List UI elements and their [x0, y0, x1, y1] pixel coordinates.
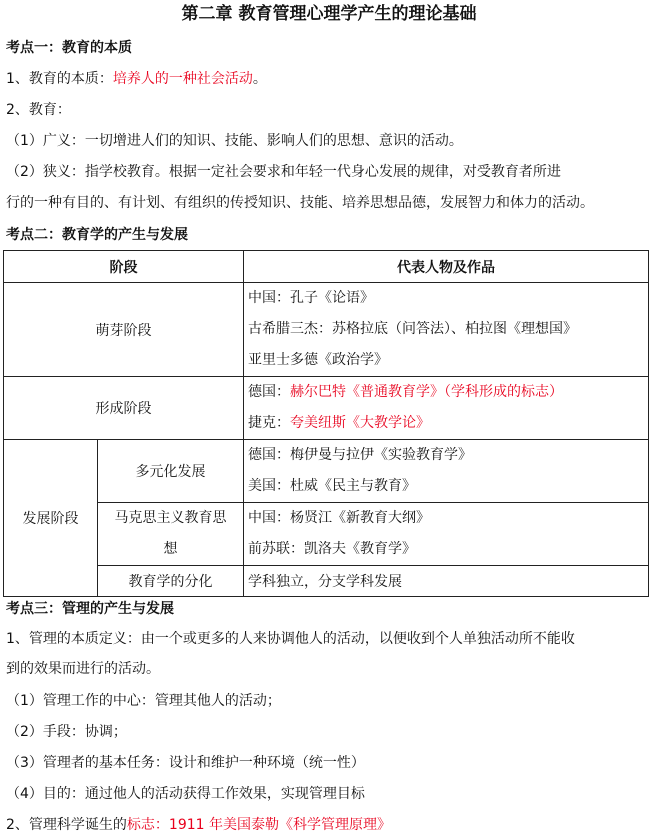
essence-prefix: 1、教育的本质： — [6, 71, 113, 87]
diverse-line-1: 德国：梅伊曼与拉伊《实验教育学》 — [248, 447, 472, 463]
differentiation-people: 学科独立，分支学科发展 — [244, 566, 649, 597]
management-item-3: （3）管理者的基本任务：设计和维护一种环境（统一性） — [6, 755, 365, 771]
education-line: 2、教育： — [6, 102, 71, 118]
stage-development: 发展阶段 — [4, 440, 98, 597]
essence-line — [6, 68, 654, 90]
narrow-definition-1: （2）狭义：指学校教育。根据一定社会要求和年轻一代身心发展的规律，对受教育者所进 — [6, 164, 561, 180]
formation-line-2-highlight: 夸美纽斯《大教学论》 — [290, 415, 430, 431]
table-row-diverse — [4, 440, 649, 503]
management-definition-2: 到的效果而进行的活动。 — [6, 661, 160, 677]
substage-marxist — [98, 503, 244, 566]
sprout-line-1: 中国：孔子《论语》 — [248, 290, 374, 306]
management-item-1: （1）管理工作的中心：管理其他人的活动； — [6, 693, 281, 709]
management-definition-1: 1、管理的本质定义：由一个或更多的人来协调他人的活动，以便收到个人单独活动所不能收 — [6, 631, 575, 647]
essence-suffix: 。 — [252, 71, 267, 87]
management-item-4: （4）目的：通过他人的活动获得工作效果，实现管理目标 — [6, 786, 365, 802]
chapter-title: 第二章 教育管理心理学产生的理论基础 — [181, 4, 477, 24]
substage-diverse: 多元化发展 — [98, 440, 244, 503]
education-history-table — [3, 250, 649, 597]
formation-line-1-prefix: 德国： — [248, 384, 290, 400]
header-people: 代表人物及作品 — [244, 251, 649, 283]
formation-line-1-highlight: 赫尔巴特《普通教育学》（学科形成的标志） — [290, 384, 563, 400]
management-science-line — [6, 814, 654, 836]
substage-differentiation: 教育学的分化 — [98, 566, 244, 597]
narrow-definition-2: 行的一种有目的、有计划、有组织的传授知识、技能、培养思想品德，发展智力和体力的活动。 — [6, 195, 594, 211]
table-header-row — [4, 251, 649, 283]
table-row-sprout — [4, 283, 649, 377]
broad-definition: （1）广义：一切增进人们的知识、技能、影响人们的思想、意识的活动。 — [6, 133, 463, 149]
formation-line-2 — [248, 408, 644, 439]
stage-formation: 形成阶段 — [4, 377, 244, 440]
sprout-line-2: 古希腊三杰：苏格拉底（问答法）、柏拉图《理想国》 — [248, 321, 577, 337]
marxist-line-2: 前苏联：凯洛夫《教育学》 — [248, 541, 416, 557]
formation-people — [244, 377, 649, 440]
management-science-highlight: 标志：1911 年美国泰勒《科学管理原理》 — [126, 817, 391, 833]
sprout-line-3: 亚里士多德《政治学》 — [248, 352, 388, 368]
substage-marxist-2: 想 — [163, 541, 178, 557]
sprout-people — [244, 283, 649, 377]
marxist-people — [244, 503, 649, 566]
section2-heading: 考点二：教育学的产生与发展 — [6, 227, 188, 243]
management-item-2: （2）手段：协调； — [6, 724, 127, 740]
diverse-line-2: 美国：杜威《民主与教育》 — [248, 478, 416, 494]
section3-heading: 考点三：管理的产生与发展 — [6, 601, 174, 617]
substage-marxist-1: 马克思主义教育思 — [114, 510, 227, 526]
marxist-line-1: 中国：杨贤江《新教育大纲》 — [248, 510, 430, 526]
header-stage: 阶段 — [4, 251, 244, 283]
table-row-formation — [4, 377, 649, 440]
diverse-people — [244, 440, 649, 503]
formation-line-1 — [248, 377, 644, 408]
essence-highlight: 培养人的一种社会活动 — [112, 71, 253, 87]
management-science-prefix: 2、管理科学诞生的 — [6, 817, 127, 833]
section1-heading: 考点一：教育的本质 — [6, 40, 132, 56]
table-row-marxist — [4, 503, 649, 566]
table-row-differentiation — [4, 566, 649, 597]
formation-line-2-prefix: 捷克： — [248, 415, 290, 431]
stage-sprout: 萌芽阶段 — [4, 283, 244, 377]
